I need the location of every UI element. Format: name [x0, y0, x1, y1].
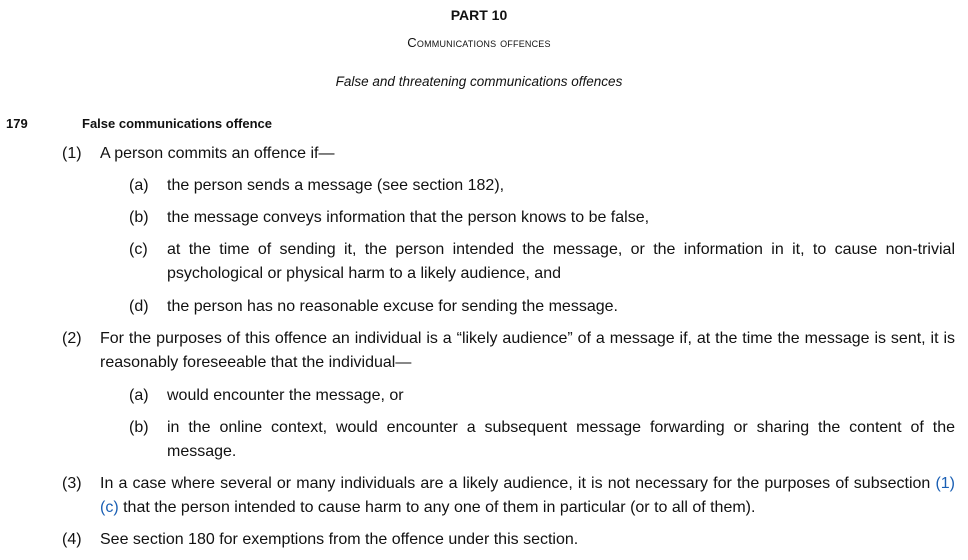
subsection-1-text: A person commits an offence if—: [100, 145, 335, 162]
paragraph-2a-text: would encounter the message, or: [167, 387, 404, 404]
subsection-4-text: See section 180 for exemptions from the offence under this section.: [100, 531, 579, 548]
paragraph-2b-text: in the online context, would encounter a subsequent message forwarding or sharing the content of the message.: [167, 419, 955, 460]
subsection-3-text: [100, 472, 955, 520]
part-heading: PART 10: [450, 7, 508, 23]
subsection-1c-link[interactable]: (1)(c): [100, 475, 955, 516]
chapter-heading: False and threatening communications offences: [335, 74, 623, 89]
section-number: 179: [6, 116, 28, 131]
paragraph-1b-number: (b): [129, 209, 149, 226]
paragraph-1a-text: the person sends a message (see section 182),: [167, 177, 505, 194]
part-title: Communications offences: [407, 35, 551, 50]
paragraph-1b-text: the message conveys information that the person knows to be false,: [167, 209, 650, 226]
subsection-2-text: For the purposes of this offence an individual is a “likely audience” of a message if, at the time the message is sent, it is reasonably foreseeable that the individual—: [100, 330, 955, 371]
subsection-3-text-after: that the person intended to cause harm to any one of them in particular (or to all of them).: [118, 499, 756, 516]
paragraph-2a-number: (a): [129, 387, 149, 404]
subsection-3-number: (3): [62, 475, 82, 492]
section-title: False communications offence: [82, 116, 272, 131]
subsection-1-number: (1): [62, 145, 82, 162]
paragraph-1a-number: (a): [129, 177, 149, 194]
paragraph-1d-text: the person has no reasonable excuse for sending the message.: [167, 298, 618, 315]
paragraph-1c-number: (c): [129, 241, 148, 258]
subsection-2-number: (2): [62, 330, 82, 347]
paragraph-1d-number: (d): [129, 298, 149, 315]
paragraph-2b-number: (b): [129, 419, 149, 436]
subsection-3-text-before: In a case where several or many individuals are a likely audience, it is not necessary for the purposes of subsection: [100, 475, 936, 492]
paragraph-1c-text: at the time of sending it, the person intended the message, or the information in it, to cause non-trivial psychological or physical harm to a likely audience, and: [167, 241, 955, 282]
subsection-4-number: (4): [62, 531, 82, 548]
